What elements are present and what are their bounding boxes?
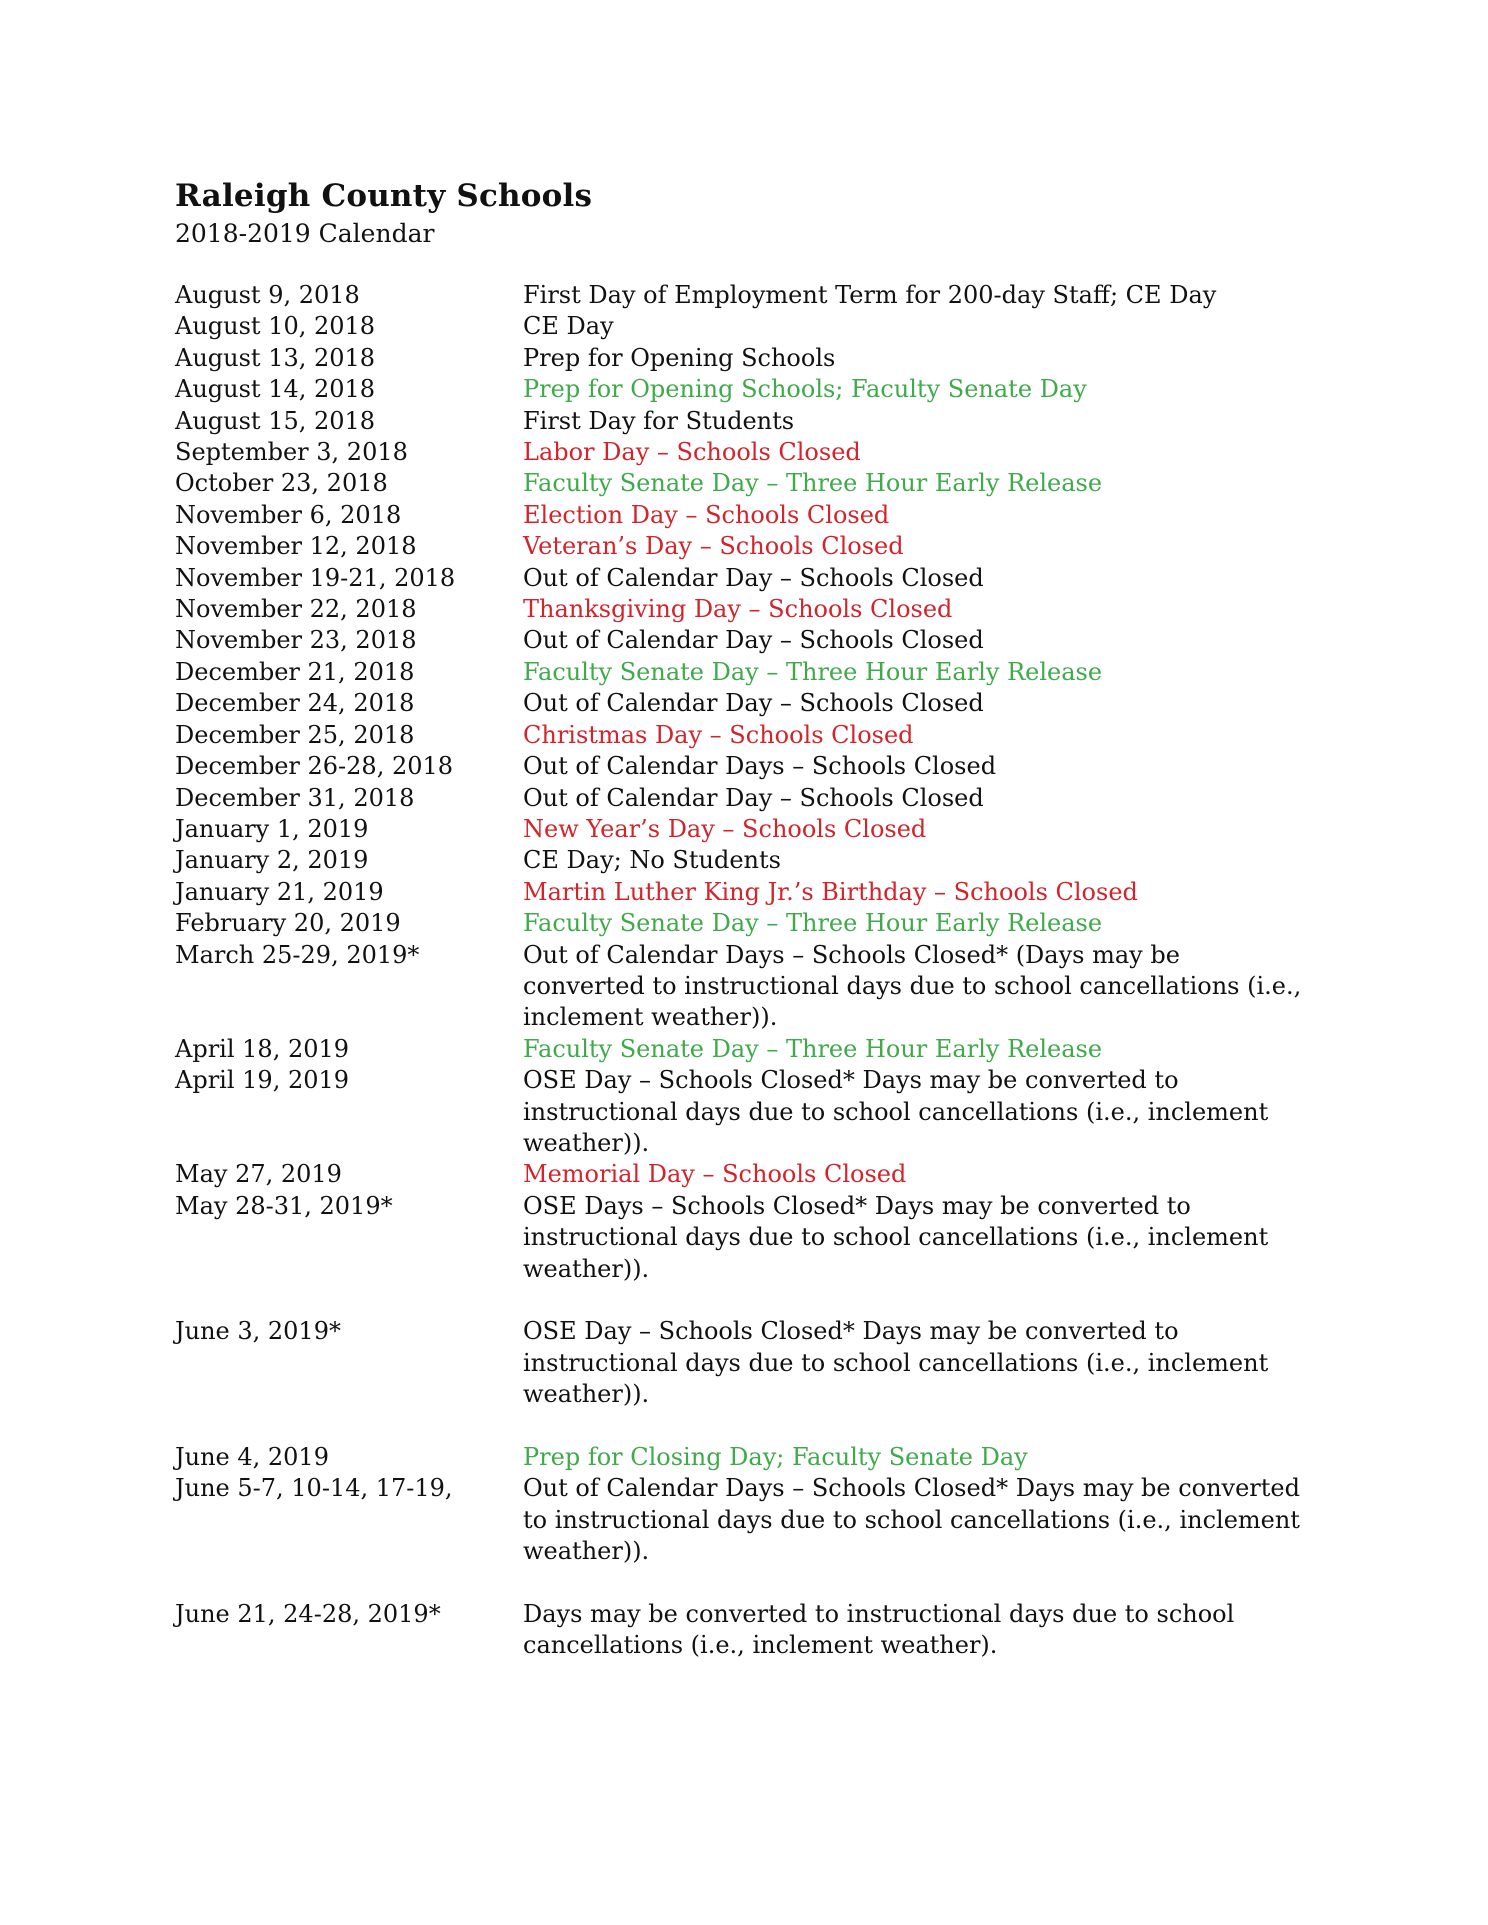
calendar-row-18 xyxy=(175,845,1305,876)
calendar-row-22 xyxy=(175,1034,1305,1065)
event-cell: Out of Calendar Day – Schools Closed xyxy=(523,689,984,718)
calendar-row-25 xyxy=(175,1191,1305,1285)
calendar-row-8 xyxy=(175,531,1305,562)
calendar-schedule xyxy=(175,280,1305,1662)
date-cell: March 25-29, 2019* xyxy=(175,940,420,969)
calendar-row-23 xyxy=(175,1065,1305,1159)
calendar-row-28 xyxy=(175,1473,1305,1567)
date-cell: December 26-28, 2018 xyxy=(175,752,454,781)
calendar-row-2 xyxy=(175,343,1305,374)
calendar-row-5 xyxy=(175,437,1305,468)
calendar-row-10 xyxy=(175,594,1305,625)
document-title: Raleigh County Schools xyxy=(175,178,593,214)
calendar-row-17 xyxy=(175,814,1305,845)
date-cell: October 23, 2018 xyxy=(175,469,388,498)
event-cell: OSE Days – Schools Closed* Days may be converted to instructional days due to school cancellations (i.e., inclement weather)). xyxy=(523,1191,1269,1283)
date-cell: April 18, 2019 xyxy=(175,1034,350,1063)
date-cell: November 22, 2018 xyxy=(175,595,417,624)
event-cell: Prep for Opening Schools; Faculty Senate Day xyxy=(523,375,1087,404)
event-cell: OSE Day – Schools Closed* Days may be converted to instructional days due to school cancellations (i.e., inclement weather)). xyxy=(523,1066,1269,1157)
event-cell: CE Day; No Students xyxy=(523,846,781,875)
date-cell: August 10, 2018 xyxy=(175,312,376,341)
date-cell: September 3, 2018 xyxy=(175,438,408,467)
event-cell: Out of Calendar Days – Schools Closed* Days may be converted to instructional days due to school cancellations (i.e., inclement weather)). xyxy=(523,1474,1300,1566)
event-cell: Prep for Closing Day; Faculty Senate Day xyxy=(523,1443,1028,1471)
calendar-row-0 xyxy=(175,280,1305,311)
event-cell: Faculty Senate Day – Three Hour Early Release xyxy=(523,657,1103,686)
calendar-row-14 xyxy=(175,720,1305,751)
event-cell: Out of Calendar Day – Schools Closed xyxy=(523,626,984,655)
event-cell: First Day of Employment Term for 200-day Staff; CE Day xyxy=(523,281,1217,309)
event-cell: Thanksgiving Day – Schools Closed xyxy=(523,595,953,624)
calendar-row-9 xyxy=(175,563,1305,594)
date-cell: November 12, 2018 xyxy=(175,532,417,561)
event-cell: Memorial Day – Schools Closed xyxy=(523,1160,907,1189)
event-cell: Veteran’s Day – Schools Closed xyxy=(523,532,904,561)
event-cell: Election Day – Schools Closed xyxy=(523,500,890,529)
calendar-row-3 xyxy=(175,374,1305,405)
date-cell: December 21, 2018 xyxy=(175,657,415,686)
event-cell: OSE Day – Schools Closed* Days may be converted to instructional days due to school cancellations (i.e., inclement weather)). xyxy=(523,1317,1269,1409)
event-cell: Faculty Senate Day – Three Hour Early Release xyxy=(523,909,1103,938)
calendar-row-27 xyxy=(175,1442,1305,1473)
event-cell: Out of Calendar Days – Schools Closed* (Days may be converted to instructional days due to school cancellations (i.e., inclement weather)). xyxy=(523,940,1302,1032)
calendar-row-12 xyxy=(175,657,1305,688)
calendar-row-4 xyxy=(175,406,1305,437)
date-cell: June 5-7, 10-14, 17-19, xyxy=(175,1474,453,1503)
date-cell: June 21, 24-28, 2019* xyxy=(175,1600,441,1629)
calendar-row-7 xyxy=(175,500,1305,531)
date-cell: June 4, 2019 xyxy=(175,1443,329,1471)
date-cell: August 13, 2018 xyxy=(175,343,376,372)
date-cell: November 19-21, 2018 xyxy=(175,563,456,592)
event-cell: Out of Calendar Day – Schools Closed xyxy=(523,563,984,592)
date-cell: January 2, 2019 xyxy=(175,846,369,875)
calendar-row-13 xyxy=(175,688,1305,719)
calendar-row-29 xyxy=(175,1599,1305,1662)
event-cell: Prep for Opening Schools xyxy=(523,343,836,372)
calendar-row-21 xyxy=(175,940,1305,1034)
event-cell: Labor Day – Schools Closed xyxy=(523,438,861,467)
calendar-row-1 xyxy=(175,311,1305,342)
calendar-row-11 xyxy=(175,625,1305,656)
date-cell: January 1, 2019 xyxy=(175,814,369,843)
event-cell: Christmas Day – Schools Closed xyxy=(523,720,914,749)
calendar-row-19 xyxy=(175,877,1305,908)
event-cell: Out of Calendar Day – Schools Closed xyxy=(523,783,984,812)
date-cell: November 6, 2018 xyxy=(175,500,402,529)
date-cell: December 25, 2018 xyxy=(175,720,415,749)
date-cell: November 23, 2018 xyxy=(175,626,417,655)
event-cell: Out of Calendar Days – Schools Closed xyxy=(523,752,997,781)
date-cell: August 15, 2018 xyxy=(175,406,376,435)
calendar-row-26 xyxy=(175,1316,1305,1410)
date-cell: April 19, 2019 xyxy=(175,1066,350,1095)
calendar-row-6 xyxy=(175,468,1305,499)
calendar-row-16 xyxy=(175,783,1305,814)
event-cell: New Year’s Day – Schools Closed xyxy=(523,814,927,843)
calendar-row-15 xyxy=(175,751,1305,782)
date-cell: May 27, 2019 xyxy=(175,1160,342,1189)
event-cell: Faculty Senate Day – Three Hour Early Release xyxy=(523,1034,1103,1063)
date-cell: August 14, 2018 xyxy=(175,375,376,404)
calendar-row-20 xyxy=(175,908,1305,939)
event-cell: Faculty Senate Day – Three Hour Early Release xyxy=(523,469,1103,498)
date-cell: December 24, 2018 xyxy=(175,689,415,718)
event-cell: Days may be converted to instructional days due to school cancellations (i.e., inclement weather). xyxy=(523,1600,1235,1660)
event-cell: CE Day xyxy=(523,312,614,341)
date-cell: June 3, 2019* xyxy=(175,1317,341,1346)
calendar-row-24 xyxy=(175,1159,1305,1190)
document-subtitle: 2018-2019 Calendar xyxy=(175,219,435,248)
date-cell: February 20, 2019 xyxy=(175,909,401,938)
event-cell: Martin Luther King Jr.’s Birthday – Schools Closed xyxy=(523,877,1138,906)
date-cell: December 31, 2018 xyxy=(175,783,415,812)
date-cell: May 28-31, 2019* xyxy=(175,1191,393,1220)
date-cell: August 9, 2018 xyxy=(175,281,360,309)
event-cell: First Day for Students xyxy=(523,406,795,435)
date-cell: January 21, 2019 xyxy=(175,877,384,906)
